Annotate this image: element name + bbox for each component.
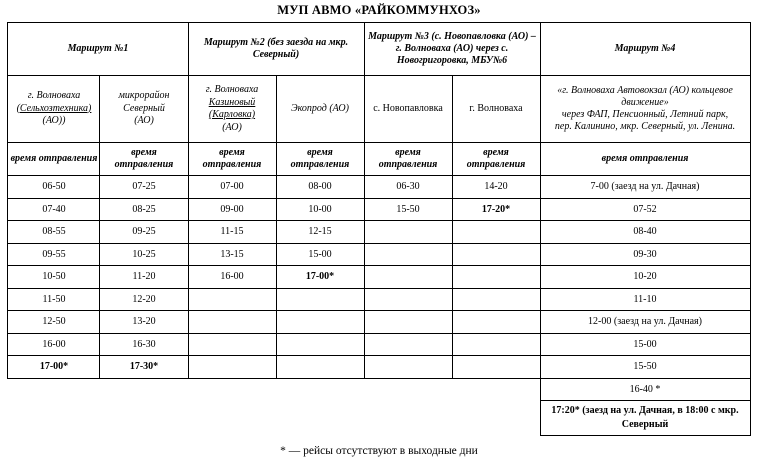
empty-cell (364, 288, 452, 311)
empty-cell (452, 311, 540, 334)
departure-time: 11-20 (100, 266, 188, 289)
empty-cell (276, 288, 364, 311)
departure-time: 08-25 (100, 198, 188, 221)
empty-cell (452, 243, 540, 266)
time-header-2: время отправления (100, 143, 188, 176)
empty-cell (276, 311, 364, 334)
place-header-3 (188, 76, 276, 143)
route-header-1: Маршрут №1 (8, 23, 188, 76)
time-header-row (8, 143, 750, 176)
time-header-4: время отправления (276, 143, 364, 176)
empty-cell (364, 356, 452, 379)
empty-cell (188, 311, 276, 334)
empty-cell (364, 266, 452, 289)
departure-time: 15-00 (276, 243, 364, 266)
place-line: (АО)) (42, 115, 66, 127)
departure-time: 08-00 (276, 176, 364, 199)
empty-cell (364, 333, 452, 356)
departure-time: 11-10 (540, 288, 750, 311)
empty-cell (364, 243, 452, 266)
departure-time: 10-50 (8, 266, 100, 289)
time-header-1: время отправления (8, 143, 100, 176)
departure-time: 12-15 (276, 221, 364, 244)
empty-cell (452, 356, 540, 379)
departure-time: 13-15 (188, 243, 276, 266)
departure-time: 12-00 (заезд на ул. Дачная) (540, 311, 750, 334)
departure-time: 16-00 (188, 266, 276, 289)
place-header-2 (100, 76, 188, 143)
table-row (8, 401, 750, 436)
place-header-row (8, 76, 750, 143)
departure-time: 09-00 (188, 198, 276, 221)
empty-cell (8, 401, 540, 436)
table-row (8, 356, 750, 379)
place-line: (АО) (134, 115, 154, 127)
empty-cell (276, 356, 364, 379)
departure-time: 17-00* (276, 266, 364, 289)
departure-time: 15-50 (540, 356, 750, 379)
route-header-2: Маршрут №2 (без заезда на мкр. Северный) (188, 23, 364, 76)
place-header-5 (364, 76, 452, 143)
departure-time: 11-50 (8, 288, 100, 311)
departure-time: 16-00 (8, 333, 100, 356)
table-row (8, 198, 750, 221)
departure-time: 11-15 (188, 221, 276, 244)
departure-time: 09-55 (8, 243, 100, 266)
departure-time: 09-30 (540, 243, 750, 266)
departure-time: 08-40 (540, 221, 750, 244)
departure-time: 07-40 (8, 198, 100, 221)
departure-time: 15-50 (364, 198, 452, 221)
departure-time: 17:20* (заезд на ул. Дачная, в 18:00 с мкр. Северный (540, 401, 750, 436)
place-line: через ФАП, Пенсионный, Летний парк, (561, 109, 729, 120)
place-line: Экопрод (АО) (291, 102, 349, 114)
departure-time: 06-30 (364, 176, 452, 199)
place-header-4 (276, 76, 364, 143)
table-row (8, 378, 750, 401)
schedule-table (7, 22, 750, 436)
time-header-6: время отправления (452, 143, 540, 176)
departure-time: 16-30 (100, 333, 188, 356)
table-row (8, 288, 750, 311)
departure-time: 17-30* (100, 356, 188, 379)
departure-time: 06-50 (8, 176, 100, 199)
place-header-6 (452, 76, 540, 143)
departure-time: 10-25 (100, 243, 188, 266)
departure-time: 17-00* (8, 356, 100, 379)
place-line: (Карловка) (208, 109, 256, 120)
departure-time: 12-20 (100, 288, 188, 311)
time-header-3: время отправления (188, 143, 276, 176)
empty-cell (8, 378, 540, 401)
table-row (8, 221, 750, 244)
empty-cell (452, 221, 540, 244)
empty-cell (452, 266, 540, 289)
empty-cell (188, 333, 276, 356)
departure-time: 14-20 (452, 176, 540, 199)
place-line: Северный (123, 102, 165, 114)
empty-cell (188, 356, 276, 379)
page-title: МУП АВМО «РАЙКОММУНХОЗ» (277, 3, 481, 17)
time-header-7: время отправления (540, 143, 750, 176)
place-line: пер. Калинино, мкр. Северный, ул. Ленина. (554, 121, 736, 132)
place-line: (Сельхозтехника) (16, 102, 92, 114)
departure-time: 17-20* (452, 198, 540, 221)
departure-time: 09-25 (100, 221, 188, 244)
place-line: «г. Волноваха Автовокзал (АО) кольцевое движение» (557, 85, 733, 108)
empty-cell (364, 221, 452, 244)
departure-time: 10-00 (276, 198, 364, 221)
table-row (8, 266, 750, 289)
route-header-3: Маршрут №3 (с. Новопавловка (АО) – г. Волноваха (АО) через с. Новогригоровка, МБУ№6 (364, 23, 540, 76)
place-line: микрорайон (118, 90, 170, 102)
departure-time: 16-40 * (540, 378, 750, 401)
place-line: Казиновый (208, 96, 256, 108)
table-row (8, 333, 750, 356)
table-row (8, 243, 750, 266)
departure-time: 10-20 (540, 266, 750, 289)
route-header-4: Маршрут №4 (540, 23, 750, 76)
empty-cell (452, 333, 540, 356)
place-line: с. Новопавловка (373, 102, 443, 114)
place-header-7 (540, 76, 750, 143)
departure-time: 07-00 (188, 176, 276, 199)
empty-cell (452, 288, 540, 311)
departure-time: 08-55 (8, 221, 100, 244)
table-row (8, 311, 750, 334)
place-line: (АО) (222, 121, 242, 133)
departure-time: 13-20 (100, 311, 188, 334)
table-row (8, 176, 750, 199)
place-line: г. Волноваха (27, 90, 81, 102)
route-header-row (8, 23, 750, 76)
place-header-1 (8, 76, 100, 143)
empty-cell (188, 288, 276, 311)
place-line: г. Волноваха (205, 84, 259, 95)
departure-time: 07-25 (100, 176, 188, 199)
departure-time: 07-52 (540, 198, 750, 221)
empty-cell (276, 333, 364, 356)
departure-time: 7-00 (заезд на ул. Дачная) (540, 176, 750, 199)
place-line: г. Волноваха (469, 102, 523, 114)
empty-cell (364, 311, 452, 334)
footnote: * — рейсы отсутствуют в выходные дни (280, 445, 478, 457)
time-header-5: время отправления (364, 143, 452, 176)
departure-time: 12-50 (8, 311, 100, 334)
departure-time: 15-00 (540, 333, 750, 356)
